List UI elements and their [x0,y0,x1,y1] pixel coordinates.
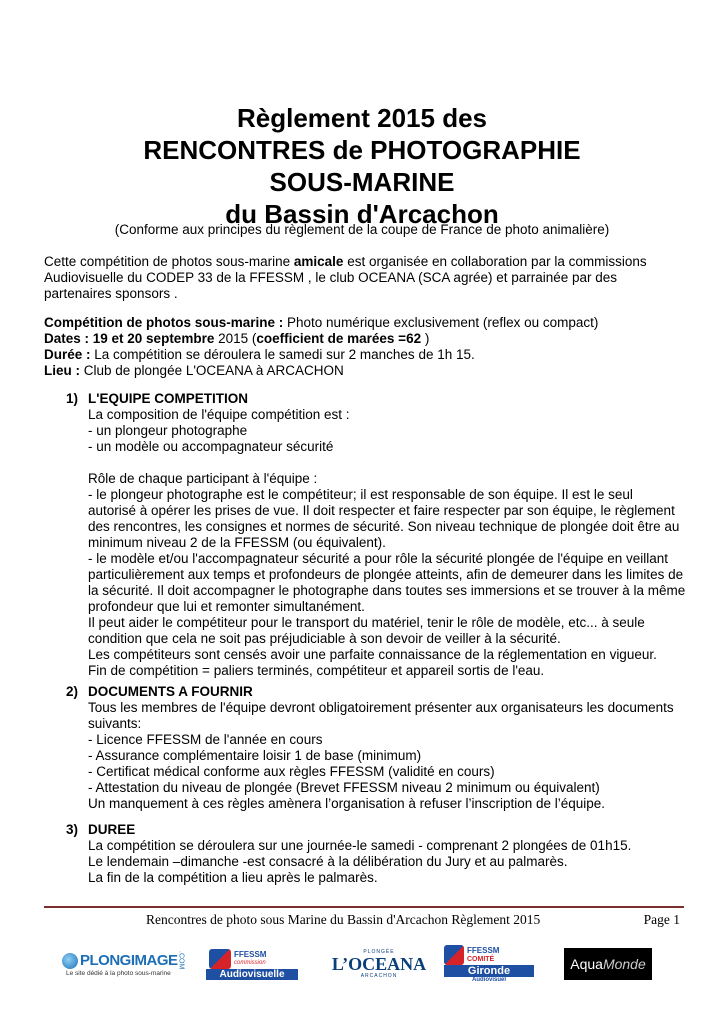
section-line: profondeur que lui et remonter simultanément. [88,599,365,614]
section-line: - Attestation du niveau de plongée (Brevet FFESSM niveau 2 minimum ou équivalent) [88,780,600,795]
intro-line: partenaires sponsors . [44,286,178,301]
info-competition: Compétition de photos sous-marine : Photo numérique exclusivement (reflex ou compact) [44,315,599,330]
subtitle: (Conforme aux principes du règlement de la coupe de France de photo animalière) [114,222,610,237]
section-line: des rencontres, les consignes et normes de sécurité. Son niveau technique de plongée doit être au [88,519,680,534]
title-line: SOUS-MARINE [269,167,455,197]
section-line: La compétition se déroulera sur une journée-le samedi - comprenant 2 plongées de 01h15. [88,838,632,853]
section-body [88,407,696,679]
section-line: - un plongeur photographe [88,423,248,438]
title-line: RENCONTRES de PHOTOGRAPHIE [143,135,581,165]
ffessm-gironde-logo: FFESSM COMITÉ Gironde Audiovisuel [444,944,534,984]
info-location: Lieu : Club de plongée L'OCEANA à ARCACHON [44,363,344,378]
section-line: condition que cela ne soit pas préjudiciable à son devoir de veiller à la sécurité. [88,631,561,646]
section-body [88,700,696,812]
section-line: Les compétiteurs sont censés avoir une parfaite connaissance de la réglementation en vigueur. [88,647,657,662]
footer-text: Rencontres de photo sous Marine du Bassin d'Arcachon Règlement 2015 [146,912,541,927]
section-line: minimum niveau 2 de la FFESSM (ou équivalent). [88,535,386,550]
section-line: Il peut aider le compétiteur pour le transport du matériel, tenir le rôle de modèle, etc... à seule [88,615,645,630]
section-line: la sécurité. Il doit accompagner le photographe dans toutes ses immersions et se trouver à la même [88,583,686,598]
section-line: particulièrement aux temps et profondeurs de plongée atteints, afin de demeurer dans les limites de [88,567,684,582]
info-dates: Dates : 19 et 20 septembre 2015 (coefficient de marées =62 ) [44,331,430,346]
page-number: Page 1 [643,912,680,927]
section-heading: DUREE [88,822,136,837]
section-number: 2) [66,684,79,699]
blank-line [88,455,696,471]
sponsor-logos [44,944,684,986]
title-line: Règlement 2015 des [236,103,487,133]
section-line: suivants: [88,716,142,731]
section-body [88,838,696,886]
section-line: autorisé à opérer les prises de vue. Il doit respecter et faire respecter par son équipe, le règlement [88,503,675,518]
section-line: La fin de la compétition a lieu après le palmarès. [88,870,378,885]
section-line: - Certificat médical conforme aux règles FFESSM (validité en cours) [88,764,495,779]
section-number: 3) [66,822,79,837]
footer-divider [44,906,684,908]
intro-line: Audiovisuelle du CODEP 33 de la FFESSM , le club OCEANA (SCA agrée) et parrainée par des [44,270,618,285]
aquamonde-logo: Aqua Monde [564,948,652,980]
section-line: Rôle de chaque participant à l'équipe : [88,471,318,486]
section-line: - le plongeur photographe est le compétiteur; il est responsable de son équipe. Il est le seul [88,487,633,502]
diver-flag-icon [444,945,464,965]
section-duree [66,822,696,886]
event-info [44,315,684,379]
section-line: - un modèle ou accompagnateur sécurité [88,439,334,454]
section-line: - Licence FFESSM de l'année en cours [88,732,323,747]
diver-flag-icon [209,949,231,969]
ffessm-audiovisuelle-logo: FFESSM commission Audiovisuelle [209,944,295,984]
section-line: Un manquement à ces règles amènera l’organisation à refuser l’inscription de l’équipe. [88,796,606,811]
section-heading: DOCUMENTS A FOURNIR [88,684,253,699]
intro-line: Cette compétition de photos sous-marine amicale est organisée en collaboration par la commissions [44,254,647,269]
section-line: Le lendemain –dimanche -est consacré à la délibération du Jury et au palmarès. [88,854,568,869]
section-line: La composition de l'équipe compétition est : [88,407,350,422]
title-line: du Bassin d'Arcachon [225,199,499,229]
section-line: Tous les membres de l'équipe devront obligatoirement présenter aux organisateurs les documents [88,700,674,715]
plongimage-logo: PLONGIMAGE .COM Le site dédié à la photo sous-marine [62,944,180,984]
bubble-icon [62,953,78,969]
oceana-logo: PLONGÉE L’OCEANA ARCACHON [331,949,427,979]
section-documents [66,684,696,812]
section-line: - Assurance complémentaire loisir 1 de base (minimum) [88,748,422,763]
intro-paragraph [44,254,684,302]
section-number: 1) [66,391,79,406]
section-line: - le modèle et/ou l'accompagnateur sécurité a pour rôle la sécurité plongée de l'équipe en veillant [88,551,669,566]
section-line: Fin de compétition = paliers terminés, compétiteur et appareil sortis de l'eau. [88,663,545,678]
section-equipe [66,391,696,679]
info-duration: Durée : La compétition se déroulera le samedi sur 2 manches de 1h 15. [44,347,475,362]
section-heading: L'EQUIPE COMPETITION [88,391,248,406]
